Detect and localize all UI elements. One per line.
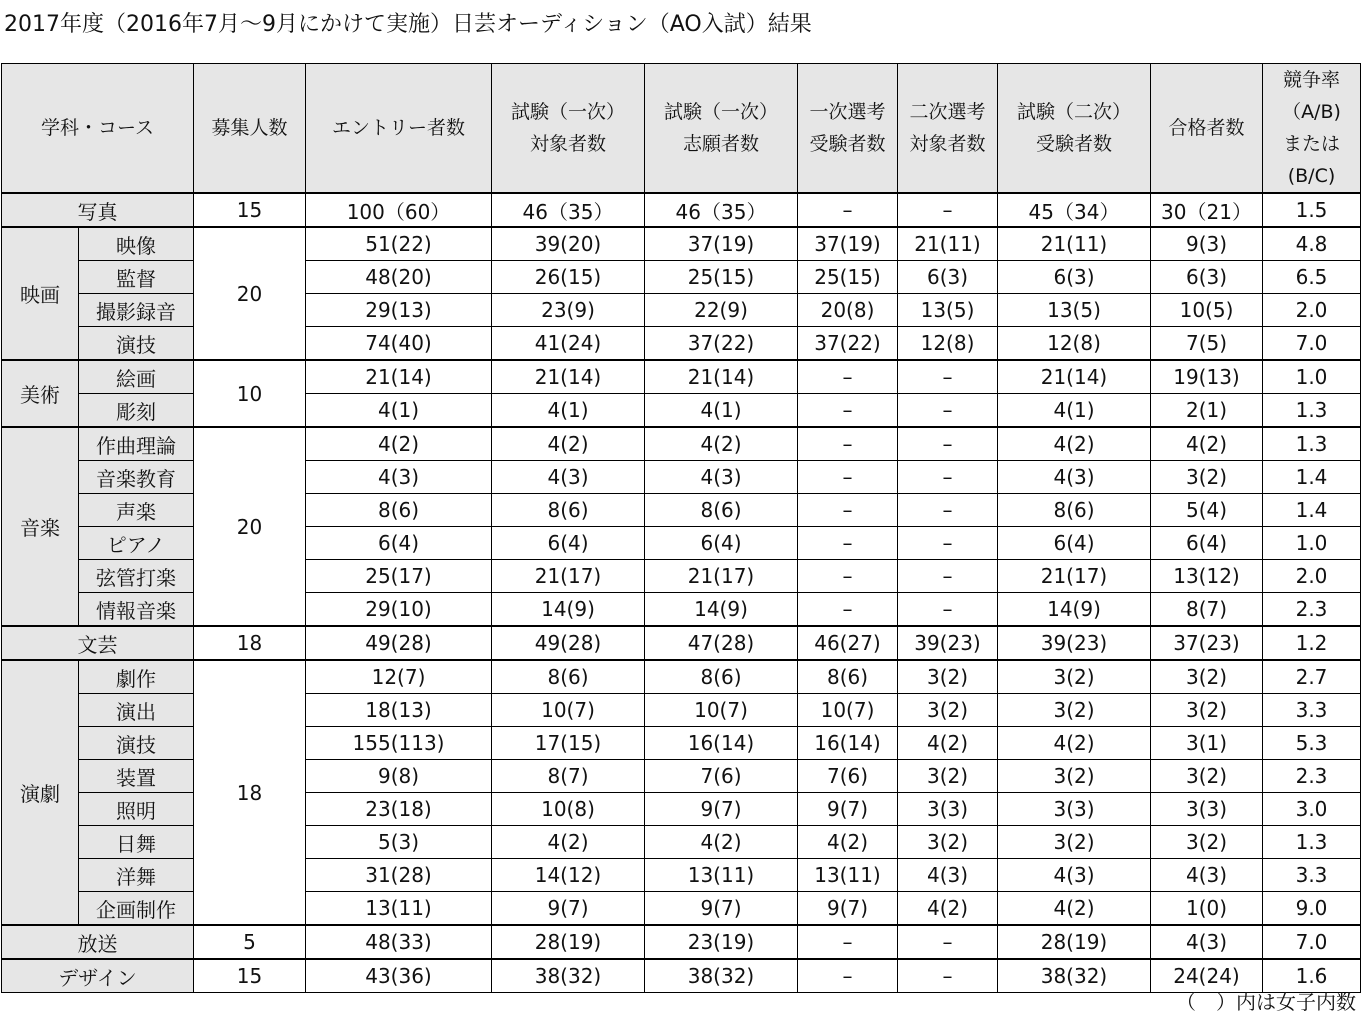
course-name: 演出 xyxy=(79,694,194,727)
value-cell: – xyxy=(898,193,998,227)
value-cell: – xyxy=(798,925,898,959)
value-cell: – xyxy=(898,461,998,494)
value-cell: 8(6) xyxy=(645,660,798,694)
value-cell: 39(23) xyxy=(998,626,1151,660)
value-cell: 41(24) xyxy=(492,327,645,361)
value-cell: 2(1) xyxy=(1151,394,1263,428)
value-cell: 2.3 xyxy=(1263,593,1361,627)
table-row xyxy=(2,925,1361,959)
header-dept: 学科・コース xyxy=(2,64,194,194)
table-row xyxy=(2,959,1361,993)
value-cell: 2.7 xyxy=(1263,660,1361,694)
value-cell: – xyxy=(898,494,998,527)
value-cell: 4(2) xyxy=(998,892,1151,926)
header-ratio: 競争率 （A/B) または (B/C) xyxy=(1263,64,1361,194)
value-cell: 46（35） xyxy=(645,193,798,227)
header-exam2: 試験（二次） 受験者数 xyxy=(998,64,1151,194)
value-cell: 4(2) xyxy=(1151,427,1263,461)
value-cell: 39(23) xyxy=(898,626,998,660)
table-row xyxy=(2,626,1361,660)
value-cell: 3(3) xyxy=(998,793,1151,826)
course-name: 音楽教育 xyxy=(79,461,194,494)
value-cell: 43(36) xyxy=(306,959,492,993)
value-cell: 1.2 xyxy=(1263,626,1361,660)
value-cell: 37(22) xyxy=(645,327,798,361)
value-cell: 4(2) xyxy=(492,427,645,461)
value-cell: 13(11) xyxy=(645,859,798,892)
value-cell: 38(32) xyxy=(645,959,798,993)
value-cell: 74(40) xyxy=(306,327,492,361)
value-cell: – xyxy=(798,193,898,227)
value-cell: 3(2) xyxy=(898,760,998,793)
value-cell: – xyxy=(898,959,998,993)
value-cell: 23(9) xyxy=(492,294,645,327)
value-cell: 3(2) xyxy=(998,694,1151,727)
course-name: 弦管打楽 xyxy=(79,560,194,593)
value-cell: 16(14) xyxy=(645,727,798,760)
value-cell: 4.8 xyxy=(1263,227,1361,261)
value-cell: – xyxy=(798,461,898,494)
value-cell: 4(3) xyxy=(998,461,1151,494)
header-row xyxy=(2,64,1361,194)
header-exam1-target: 試験（一次） 対象者数 xyxy=(492,64,645,194)
course-name: 声楽 xyxy=(79,494,194,527)
course-name: 演技 xyxy=(79,327,194,361)
value-cell: 28(19) xyxy=(492,925,645,959)
value-cell: 4(3) xyxy=(998,859,1151,892)
value-cell: 9(8) xyxy=(306,760,492,793)
value-cell: – xyxy=(898,394,998,428)
value-cell: 9(7) xyxy=(492,892,645,926)
course-name: ピアノ xyxy=(79,527,194,560)
value-cell: 6(3) xyxy=(898,261,998,294)
value-cell: 6(4) xyxy=(1151,527,1263,560)
dept-name: デザイン xyxy=(2,959,194,993)
dept-name: 美術 xyxy=(2,360,79,427)
value-cell: 3(2) xyxy=(998,760,1151,793)
dept-name: 音楽 xyxy=(2,427,79,626)
value-cell: 4(3) xyxy=(492,461,645,494)
header-passed: 合格者数 xyxy=(1151,64,1263,194)
value-cell: 12(8) xyxy=(898,327,998,361)
value-cell: 23(18) xyxy=(306,793,492,826)
value-cell: 14(9) xyxy=(492,593,645,627)
value-cell: 25(15) xyxy=(798,261,898,294)
header-entries: エントリー者数 xyxy=(306,64,492,194)
value-cell: 21(14) xyxy=(492,360,645,394)
value-cell: 9(7) xyxy=(645,892,798,926)
value-cell: 3(2) xyxy=(998,660,1151,694)
table-row xyxy=(2,427,1361,461)
value-cell: 21(14) xyxy=(645,360,798,394)
results-table xyxy=(1,63,1361,993)
value-cell: 4(3) xyxy=(1151,925,1263,959)
value-cell: 2.0 xyxy=(1263,294,1361,327)
value-cell: – xyxy=(798,560,898,593)
value-cell: 6(4) xyxy=(998,527,1151,560)
value-cell: 46（35） xyxy=(492,193,645,227)
value-cell: 48(33) xyxy=(306,925,492,959)
value-cell: 10(7) xyxy=(798,694,898,727)
value-cell: 29(13) xyxy=(306,294,492,327)
value-cell: 1.3 xyxy=(1263,427,1361,461)
course-name: 劇作 xyxy=(79,660,194,694)
value-cell: – xyxy=(898,360,998,394)
value-cell: 31(28) xyxy=(306,859,492,892)
table-row xyxy=(2,360,1361,394)
course-name: 照明 xyxy=(79,793,194,826)
course-name: 撮影録音 xyxy=(79,294,194,327)
value-cell: 1.0 xyxy=(1263,527,1361,560)
value-cell: 26(15) xyxy=(492,261,645,294)
value-cell: 6(3) xyxy=(998,261,1151,294)
value-cell: 3(2) xyxy=(1151,826,1263,859)
table-row xyxy=(2,193,1361,227)
value-cell: 4(2) xyxy=(998,427,1151,461)
value-cell: 14(9) xyxy=(998,593,1151,627)
value-cell: 47(28) xyxy=(645,626,798,660)
value-cell: – xyxy=(798,593,898,627)
value-cell: – xyxy=(798,494,898,527)
value-cell: 37(23) xyxy=(1151,626,1263,660)
value-cell: 21(11) xyxy=(898,227,998,261)
course-name: 監督 xyxy=(79,261,194,294)
value-cell: 3(2) xyxy=(898,660,998,694)
value-cell: 21(14) xyxy=(998,360,1151,394)
course-name: 装置 xyxy=(79,760,194,793)
course-name: 日舞 xyxy=(79,826,194,859)
value-cell: 8(6) xyxy=(492,494,645,527)
value-cell: 14(12) xyxy=(492,859,645,892)
value-cell: 13(5) xyxy=(898,294,998,327)
value-cell: 8(6) xyxy=(645,494,798,527)
table-row xyxy=(2,660,1361,694)
value-cell: 21(17) xyxy=(492,560,645,593)
value-cell: 5(4) xyxy=(1151,494,1263,527)
value-cell: 37(22) xyxy=(798,327,898,361)
value-cell: 3(2) xyxy=(898,826,998,859)
value-cell: 7(5) xyxy=(1151,327,1263,361)
value-cell: 1.5 xyxy=(1263,193,1361,227)
value-cell: 21(17) xyxy=(645,560,798,593)
value-cell: 9.0 xyxy=(1263,892,1361,926)
value-cell: 4(3) xyxy=(306,461,492,494)
value-cell: 21(11) xyxy=(998,227,1151,261)
quota-cell: 20 xyxy=(194,427,306,626)
value-cell: 20(8) xyxy=(798,294,898,327)
value-cell: 4(2) xyxy=(998,727,1151,760)
value-cell: 4(1) xyxy=(306,394,492,428)
value-cell: – xyxy=(798,394,898,428)
value-cell: 38(32) xyxy=(492,959,645,993)
quota-cell: 18 xyxy=(194,660,306,925)
value-cell: – xyxy=(798,959,898,993)
quota-cell: 15 xyxy=(194,959,306,993)
value-cell: 4(3) xyxy=(645,461,798,494)
value-cell: 3(1) xyxy=(1151,727,1263,760)
value-cell: 22(9) xyxy=(645,294,798,327)
value-cell: 3(2) xyxy=(998,826,1151,859)
value-cell: 1.4 xyxy=(1263,461,1361,494)
results-body xyxy=(2,193,1361,993)
value-cell: 6(4) xyxy=(645,527,798,560)
value-cell: 4(2) xyxy=(645,427,798,461)
value-cell: 12(7) xyxy=(306,660,492,694)
course-name: 絵画 xyxy=(79,360,194,394)
value-cell: 13(11) xyxy=(798,859,898,892)
value-cell: 30（21） xyxy=(1151,193,1263,227)
value-cell: 1.4 xyxy=(1263,494,1361,527)
value-cell: 14(9) xyxy=(645,593,798,627)
value-cell: 1.3 xyxy=(1263,394,1361,428)
page-title: 2017年度（2016年7月～9月にかけて実施）日芸オーディション（AO入試）結果 xyxy=(4,12,812,37)
value-cell: 49(28) xyxy=(492,626,645,660)
value-cell: – xyxy=(898,427,998,461)
value-cell: 3(3) xyxy=(898,793,998,826)
value-cell: 9(7) xyxy=(645,793,798,826)
value-cell: 8(6) xyxy=(492,660,645,694)
value-cell: 13(11) xyxy=(306,892,492,926)
value-cell: 13(12) xyxy=(1151,560,1263,593)
value-cell: 3(2) xyxy=(898,694,998,727)
value-cell: 13(5) xyxy=(998,294,1151,327)
header-exam1-applicants: 試験（一次） 志願者数 xyxy=(645,64,798,194)
value-cell: 4(3) xyxy=(898,859,998,892)
dept-name: 写真 xyxy=(2,193,194,227)
value-cell: 7(6) xyxy=(645,760,798,793)
value-cell: 25(17) xyxy=(306,560,492,593)
quota-cell: 20 xyxy=(194,227,306,360)
value-cell: 10(7) xyxy=(645,694,798,727)
value-cell: 51(22) xyxy=(306,227,492,261)
value-cell: 155(113) xyxy=(306,727,492,760)
value-cell: 17(15) xyxy=(492,727,645,760)
value-cell: 6(4) xyxy=(492,527,645,560)
value-cell: 7(6) xyxy=(798,760,898,793)
value-cell: 37(19) xyxy=(798,227,898,261)
value-cell: 5.3 xyxy=(1263,727,1361,760)
value-cell: 4(2) xyxy=(492,826,645,859)
value-cell: 37(19) xyxy=(645,227,798,261)
quota-cell: 5 xyxy=(194,925,306,959)
value-cell: 10(5) xyxy=(1151,294,1263,327)
course-name: 演技 xyxy=(79,727,194,760)
value-cell: 3(2) xyxy=(1151,694,1263,727)
value-cell: 6(3) xyxy=(1151,261,1263,294)
table-row xyxy=(2,227,1361,261)
value-cell: 12(8) xyxy=(998,327,1151,361)
dept-name: 放送 xyxy=(2,925,194,959)
value-cell: 1.3 xyxy=(1263,826,1361,859)
value-cell: 19(13) xyxy=(1151,360,1263,394)
value-cell: 3(2) xyxy=(1151,660,1263,694)
value-cell: 3(2) xyxy=(1151,760,1263,793)
value-cell: 5(3) xyxy=(306,826,492,859)
quota-cell: 18 xyxy=(194,626,306,660)
value-cell: 3(2) xyxy=(1151,461,1263,494)
value-cell: 8(7) xyxy=(1151,593,1263,627)
value-cell: 4(1) xyxy=(492,394,645,428)
value-cell: 4(2) xyxy=(798,826,898,859)
value-cell: – xyxy=(898,925,998,959)
header-quota: 募集人数 xyxy=(194,64,306,194)
course-name: 映像 xyxy=(79,227,194,261)
value-cell: 4(2) xyxy=(898,727,998,760)
value-cell: 4(3) xyxy=(1151,859,1263,892)
value-cell: 8(6) xyxy=(998,494,1151,527)
value-cell: 8(6) xyxy=(798,660,898,694)
course-name: 企画制作 xyxy=(79,892,194,926)
value-cell: 9(3) xyxy=(1151,227,1263,261)
value-cell: 38(32) xyxy=(998,959,1151,993)
value-cell: 1(0) xyxy=(1151,892,1263,926)
value-cell: 3.3 xyxy=(1263,694,1361,727)
value-cell: 18(13) xyxy=(306,694,492,727)
footnote: （ ）内は女子内数 xyxy=(1176,990,1356,1014)
value-cell: 3.3 xyxy=(1263,859,1361,892)
course-name: 洋舞 xyxy=(79,859,194,892)
value-cell: 46(27) xyxy=(798,626,898,660)
value-cell: 9(7) xyxy=(798,892,898,926)
value-cell: 23(19) xyxy=(645,925,798,959)
value-cell: 4(1) xyxy=(998,394,1151,428)
value-cell: 6.5 xyxy=(1263,261,1361,294)
course-name: 彫刻 xyxy=(79,394,194,428)
dept-name: 映画 xyxy=(2,227,79,360)
value-cell: 24(24) xyxy=(1151,959,1263,993)
course-name: 作曲理論 xyxy=(79,427,194,461)
value-cell: 4(2) xyxy=(645,826,798,859)
value-cell: – xyxy=(798,360,898,394)
value-cell: 2.3 xyxy=(1263,760,1361,793)
value-cell: – xyxy=(898,593,998,627)
value-cell: 21(17) xyxy=(998,560,1151,593)
value-cell: 10(7) xyxy=(492,694,645,727)
value-cell: 4(2) xyxy=(898,892,998,926)
value-cell: 100（60） xyxy=(306,193,492,227)
value-cell: 3(3) xyxy=(1151,793,1263,826)
value-cell: – xyxy=(898,527,998,560)
value-cell: 39(20) xyxy=(492,227,645,261)
value-cell: – xyxy=(898,560,998,593)
value-cell: 7.0 xyxy=(1263,327,1361,361)
dept-name: 文芸 xyxy=(2,626,194,660)
value-cell: 9(7) xyxy=(798,793,898,826)
value-cell: 25(15) xyxy=(645,261,798,294)
value-cell: 3.0 xyxy=(1263,793,1361,826)
value-cell: 45（34） xyxy=(998,193,1151,227)
value-cell: 8(6) xyxy=(306,494,492,527)
header-selection1: 一次選考 受験者数 xyxy=(798,64,898,194)
value-cell: 29(10) xyxy=(306,593,492,627)
value-cell: 49(28) xyxy=(306,626,492,660)
quota-cell: 10 xyxy=(194,360,306,427)
value-cell: – xyxy=(798,527,898,560)
value-cell: 48(20) xyxy=(306,261,492,294)
course-name: 情報音楽 xyxy=(79,593,194,627)
value-cell: 7.0 xyxy=(1263,925,1361,959)
value-cell: 4(2) xyxy=(306,427,492,461)
value-cell: 21(14) xyxy=(306,360,492,394)
value-cell: 1.6 xyxy=(1263,959,1361,993)
quota-cell: 15 xyxy=(194,193,306,227)
value-cell: 6(4) xyxy=(306,527,492,560)
value-cell: 8(7) xyxy=(492,760,645,793)
value-cell: 28(19) xyxy=(998,925,1151,959)
value-cell: – xyxy=(798,427,898,461)
value-cell: 16(14) xyxy=(798,727,898,760)
value-cell: 4(1) xyxy=(645,394,798,428)
header-selection2: 二次選考 対象者数 xyxy=(898,64,998,194)
dept-name: 演劇 xyxy=(2,660,79,925)
value-cell: 2.0 xyxy=(1263,560,1361,593)
value-cell: 1.0 xyxy=(1263,360,1361,394)
value-cell: 10(8) xyxy=(492,793,645,826)
